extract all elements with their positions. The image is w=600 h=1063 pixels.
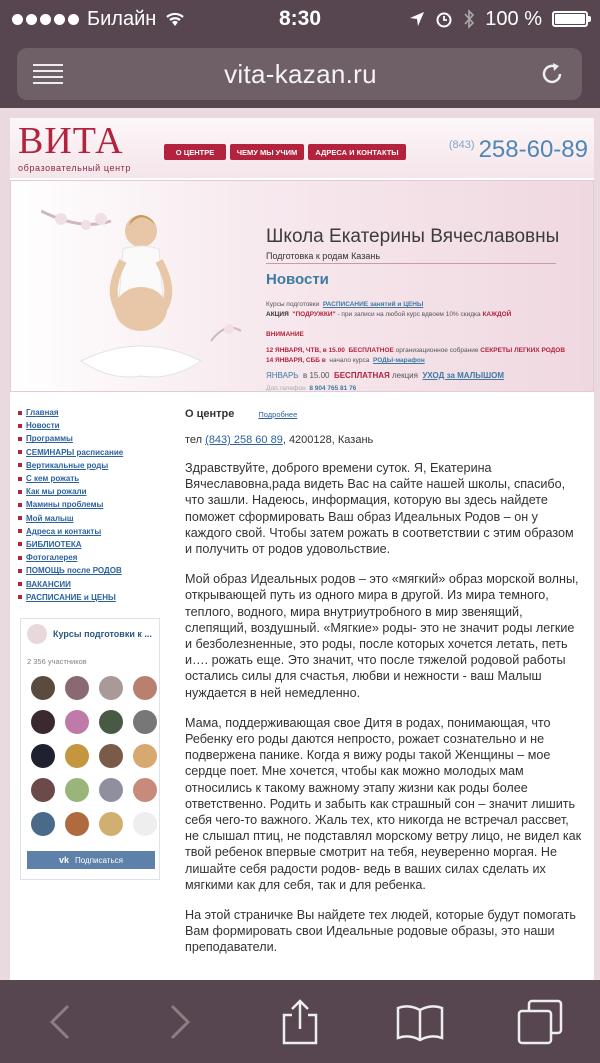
battery-icon <box>552 11 588 27</box>
avatar[interactable] <box>31 676 55 700</box>
paragraph-intro: Здравствуйте, доброго времени суток. Я, Екатерина Вячеславовна,рада видеть Вас на сайте нашей школы, спасибо, что зашли. Надеюсь, информация, которую вы здесь найдете поможет сформировать Ваш образ Идеальных Родов – он у каждого свой. Чтобы затем рожать в соответствии с этим образом и получить от родов удовольствие. <box>185 461 574 557</box>
news-line-jan14: 14 ЯНВАРЯ, СББ в начало курса РОДЫ-марафон <box>266 357 425 364</box>
news-line-jan12: 12 ЯНВАРЯ, ЧТВ, в 15.00 БЕСПЛАТНОЕ организационное собрание СЕКРЕТЫ ЛЕГКИХ РОДОВ <box>266 347 566 354</box>
sidebar-item-how-we-gave-birth[interactable]: Как мы рожали <box>18 485 178 498</box>
divider <box>266 263 556 264</box>
alarm-icon <box>435 10 453 28</box>
url-field[interactable] <box>17 48 582 100</box>
status-bar <box>0 0 600 38</box>
news-line-promo: АКЦИЯ "ПОДРУЖКИ" - при записи на любой курс вдвоем 10% скидка КАЖДОЙ <box>266 311 512 318</box>
bullet-icon <box>18 595 22 599</box>
sidebar-item-home[interactable]: Главная <box>18 406 178 419</box>
browser-address-bar <box>0 38 600 108</box>
avatar[interactable] <box>99 744 123 768</box>
hero-title: Школа Екатерины Вячеславовны <box>266 226 560 247</box>
avatar[interactable] <box>99 710 123 734</box>
reload-icon[interactable] <box>538 60 566 88</box>
more-link[interactable]: Подробнее <box>258 410 298 419</box>
nav-contacts[interactable]: АДРЕСА И КОНТАКТЫ <box>308 144 406 160</box>
wifi-icon <box>164 11 186 27</box>
sidebar-item-mom-problems[interactable]: Мамины проблемы <box>18 498 178 511</box>
avatar[interactable] <box>99 676 123 700</box>
schedule-link[interactable]: РАСПИСАНИЕ занятий и ЦЕНЫ <box>322 301 424 308</box>
location-arrow-icon <box>409 11 425 27</box>
paragraph-mother: Мама, поддерживающая свое Дитя в родах, понимающая, что Ребенку его роды даются непросто, рожает сознательно и не подвержена панике. Когда я вижу роды такой Женщины – мое сердце поет. Мне хочется, чтобы как можно молодых мам относились к такому важному этапу жизни как роды более ответственно. Родить и забыть как страшный сон – значит лишить себя чего-то важного. Жаль тех, кто никогда не встречал рассвет, не слышал птиц, не подставлял морскому ветру лицо, не видел как твой ребенок впервые смотрит на тебя, неуверенно моргая. Не лишайте себя радости родов- ведь в ваших силах сделать их мягкими как для себя, так и для ребенка. <box>185 715 582 892</box>
bluetooth-icon <box>463 9 475 29</box>
paragraph-teachers: На этой страничке Вы найдете тех людей, которые будут помогать Вам формировать свои Идеальные родовые образы, это наши преподаватели. <box>185 908 576 955</box>
bullet-icon <box>18 450 22 454</box>
battery-percent: 100 % <box>485 7 542 30</box>
news-line-phone: Доп.телефон 8 904 765 81 76 <box>266 385 357 392</box>
bullet-icon <box>18 542 22 546</box>
sidebar-item-library[interactable]: БИБЛИОТЕКА <box>18 538 178 551</box>
logo-subtitle: образовательный центр <box>18 163 131 173</box>
bullet-icon <box>18 516 22 520</box>
bullet-icon <box>18 556 22 560</box>
vk-logo-icon: vk <box>59 855 70 865</box>
bookmarks-button[interactable] <box>390 992 450 1052</box>
sidebar-item-schedule-prices[interactable]: РАСПИСАНИЕ и ЦЕНЫ <box>18 591 178 604</box>
bullet-icon <box>18 490 22 494</box>
main-content <box>185 408 583 956</box>
sidebar-item-programs[interactable]: Программы <box>18 432 178 445</box>
site-header <box>10 118 594 178</box>
bullet-icon <box>18 424 22 428</box>
pregnant-woman-image <box>41 191 241 391</box>
forward-button[interactable] <box>150 992 210 1052</box>
avatar[interactable] <box>31 710 55 734</box>
news-heading[interactable]: Новости <box>266 271 329 288</box>
sidebar-item-gallery[interactable]: Фотогалерея <box>18 551 178 564</box>
chevron-left-icon <box>48 1002 72 1042</box>
avatar[interactable] <box>65 676 89 700</box>
sidebar-item-seminars[interactable]: СЕМИНАРЫ расписание <box>18 446 178 459</box>
sidebar-nav <box>18 406 178 604</box>
avatar[interactable] <box>133 812 157 836</box>
avatar[interactable] <box>31 812 55 836</box>
avatar[interactable] <box>31 778 55 802</box>
sidebar-item-who-with[interactable]: С кем рожать <box>18 472 178 485</box>
book-icon <box>395 1002 445 1042</box>
header-phone: $^{(843)}$ 258-60-89 <box>448 136 588 163</box>
bullet-icon <box>18 529 22 533</box>
signal-icon <box>12 14 79 25</box>
bullet-icon <box>18 503 22 507</box>
avatar[interactable] <box>133 778 157 802</box>
share-icon <box>280 997 320 1047</box>
avatar[interactable] <box>99 812 123 836</box>
section-title: О центре Подробнее <box>185 408 298 420</box>
tabs-button[interactable] <box>510 992 570 1052</box>
site-container <box>10 118 594 980</box>
sidebar-item-addresses[interactable]: Адреса и контакты <box>18 525 178 538</box>
member-avatars <box>21 666 159 836</box>
site-logo[interactable]: ВИТА <box>18 120 124 162</box>
avatar[interactable] <box>133 710 157 734</box>
carrier-label: Билайн <box>87 7 157 30</box>
community-title[interactable]: Курсы подготовки к ... <box>53 629 152 639</box>
avatar[interactable] <box>65 812 89 836</box>
avatar[interactable] <box>65 778 89 802</box>
sidebar-item-postnatal-help[interactable]: ПОМОЩЬ после РОДОВ <box>18 564 178 577</box>
avatar[interactable] <box>65 710 89 734</box>
avatar[interactable] <box>99 778 123 802</box>
avatar[interactable] <box>65 744 89 768</box>
news-line-courses: Курсы подготовки РАСПИСАНИЕ занятий и ЦЕНЫ <box>266 301 424 308</box>
bullet-icon <box>18 411 22 415</box>
avatar[interactable] <box>133 744 157 768</box>
marathon-link[interactable]: РОДЫ-марафон <box>372 357 425 364</box>
clock: 8:30 <box>278 7 322 30</box>
nav-what-we-teach[interactable]: ЧЕМУ МЫ УЧИМ <box>230 144 304 160</box>
avatar[interactable] <box>133 676 157 700</box>
vk-community-widget <box>20 618 160 880</box>
bullet-icon <box>18 582 22 586</box>
web-page <box>0 108 600 980</box>
hero-subtitle: Подготовка к родам Казань <box>266 251 381 261</box>
community-avatar[interactable] <box>27 624 47 644</box>
contact-line: тел (843) 258 60 89, 4200128, Казань <box>185 434 374 446</box>
chevron-right-icon <box>168 1002 192 1042</box>
baby-care-link[interactable]: УХОД за МАЛЫШОМ <box>422 371 505 380</box>
avatar[interactable] <box>31 744 55 768</box>
sidebar-item-vertical-birth[interactable]: Вертикальные роды <box>18 459 178 472</box>
sidebar-item-my-baby[interactable]: Мой малыш <box>18 512 178 525</box>
paragraph-ideal-birth: Мой образ Идеальных родов – это «мягкий» образ морской волны, открывающей путь из одного мира в другой. Из мира темного, теплого, водного, мира внутриутробного в мир звенящий, слепящий, воздушный. «Мягкие» роды- это не значит роды легкие и безболезненные, это роды, после которых хочется летать, петь и…. рожать еще. Это значит, что после тяжелой родовой работы остались силы для счастья, любви и нежности - ваш Малыш нуждается в ней немедленно. <box>185 572 579 700</box>
subscribe-button[interactable]: vk Подписаться <box>27 851 155 869</box>
url-text[interactable]: vita-kazan.ru <box>224 58 377 89</box>
reader-menu-icon[interactable] <box>33 64 63 84</box>
news-attention: ВНИМАНИЕ <box>266 331 304 338</box>
phone-link[interactable]: (843) 258 60 89 <box>205 434 283 446</box>
sidebar-item-vacancies[interactable]: ВАКАНСИИ <box>18 577 178 590</box>
nav-about[interactable]: О ЦЕНТРЕ <box>164 144 226 160</box>
share-button[interactable] <box>270 992 330 1052</box>
tabs-icon <box>517 999 563 1045</box>
bullet-icon <box>18 569 22 573</box>
bullet-icon <box>18 477 22 481</box>
members-count: 2 356 участников <box>27 657 87 666</box>
bullet-icon <box>18 437 22 441</box>
sidebar-item-news[interactable]: Новости <box>18 419 178 432</box>
back-button[interactable] <box>30 992 90 1052</box>
bullet-icon <box>18 463 22 467</box>
browser-toolbar <box>0 980 600 1063</box>
news-line-january: ЯНВАРЬ в 15.00 БЕСПЛАТНАЯ лекция УХОД за МАЛЫШОМ <box>266 371 505 380</box>
hero-banner <box>10 180 594 392</box>
